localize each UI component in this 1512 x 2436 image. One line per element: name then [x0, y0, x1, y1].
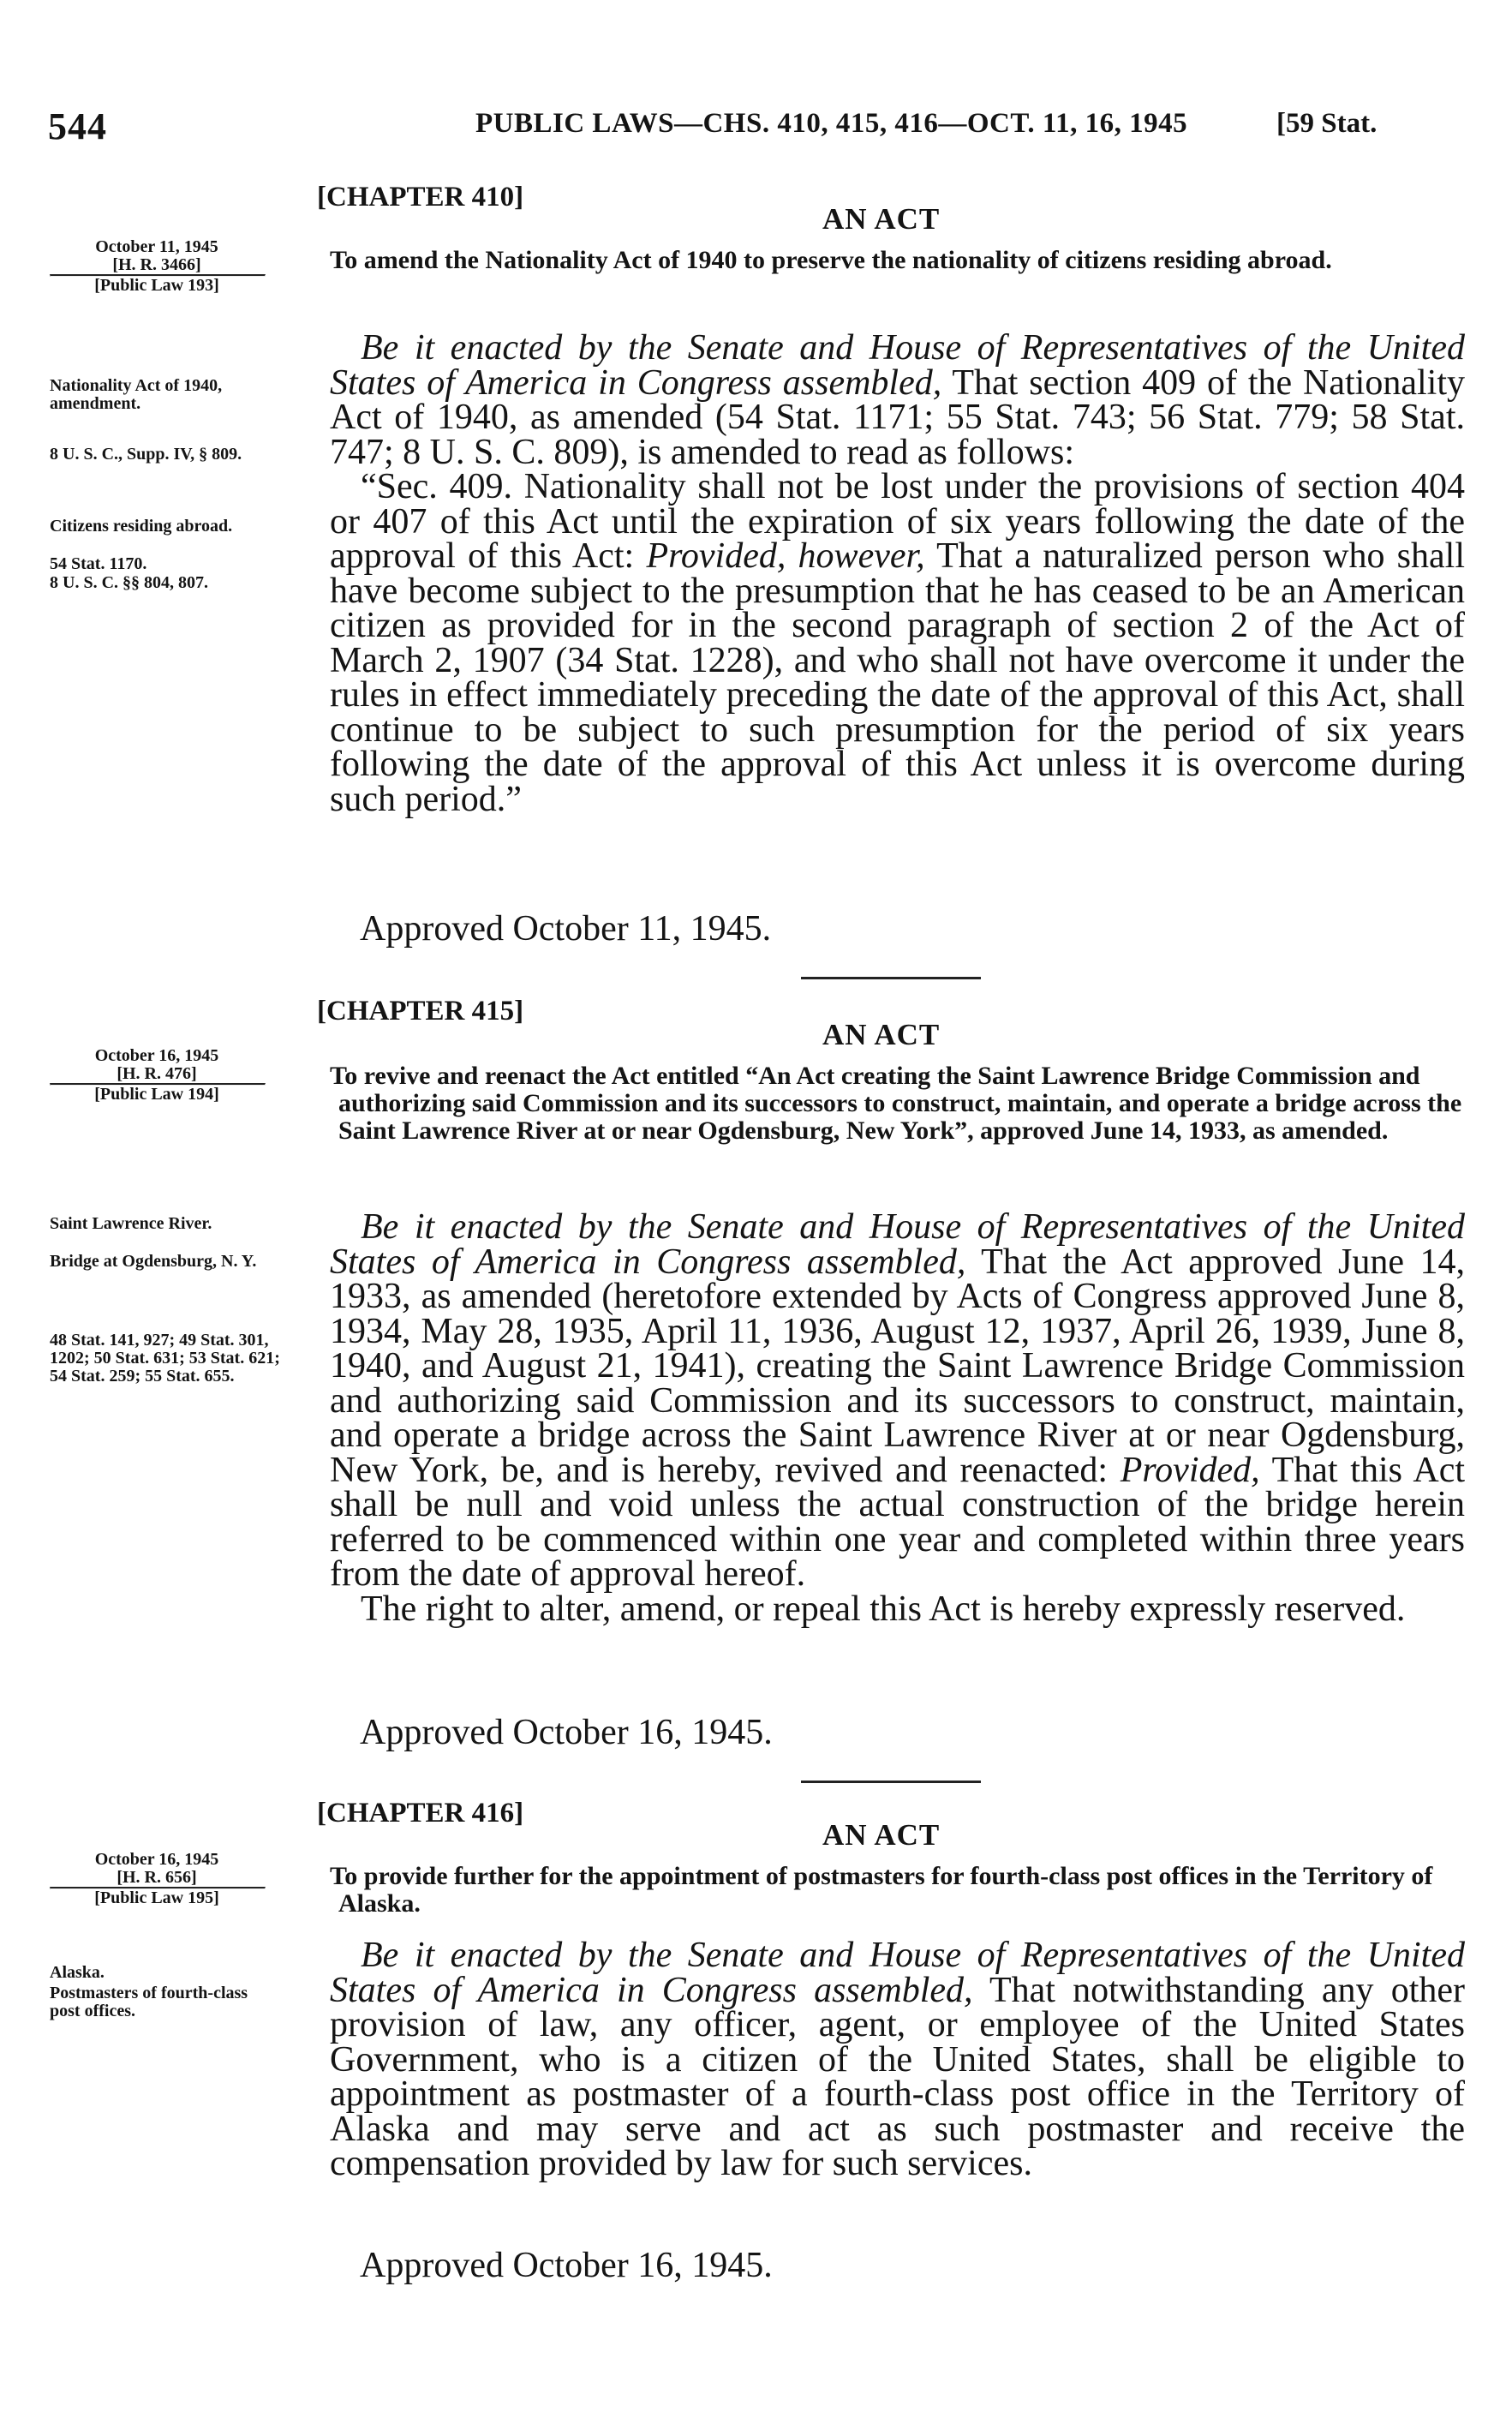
enacting-clause: Be it enacted by the Senate and House of Representatives of the United States of America in Congress assembled,	[330, 328, 1465, 403]
chapter-410-text-2a: “Sec. 409. Nationality shall not be lost under the provisions of section 404 or 407 of this Act until the expiration of six years following the date of the approval of this Act:	[330, 467, 1465, 576]
margin-note-citizens: Citizens residing abroad.	[50, 517, 233, 536]
chapter-416-purpose: To provide further for the appointment of postmasters for fourth-class post offices in the Territory of Alaska.	[330, 1862, 1433, 1918]
margin-note-alaska: Alaska.	[50, 1963, 105, 1982]
chapter-410-approved: Approved October 11, 1945.	[360, 909, 772, 949]
chapter-416-para-1	[330, 1938, 1465, 2182]
chapter-416-text-1: That notwithstanding any other provision of law, any officer, agent, or employee of the United States Government, who is a citizen of the United States, shall be eligible to appointment as postmaster of a fourth-class post office in the Territory of Alaska and may serve and act as such postmaster and receive the compensation provided by law for such services.	[330, 1970, 1465, 2183]
chapter-415-body	[330, 1207, 1466, 1629]
margin-note-saint-lawrence: Saint Lawrence River.	[50, 1214, 212, 1233]
section-divider	[801, 1781, 981, 1783]
chapter-415-proviso: Provided,	[1120, 1450, 1260, 1490]
margin-bill: [H. R. 3466]	[112, 255, 201, 274]
chapter-410-margin-ids	[50, 238, 302, 295]
page-number: 544	[48, 105, 107, 147]
chapter-415-an-act: AN ACT	[822, 1018, 941, 1051]
chapter-415-text-1b: That this Act shall be null and void unless the actual construction of the bridge herein referred to be commenced within one year and completed within three years from the date of approval hereof.	[330, 1450, 1466, 1594]
margin-bill: [H. R. 476]	[117, 1064, 197, 1083]
chapter-415-purpose: To revive and reenact the Act entitled “An Act creating the Saint Lawrence Bridge Commission and authorizing said Commission and its successors to construct, maintain, and operate a bridge across the Saint Lawrence River at or near Ogdensburg, New York”, approved June 14, 1933, as amended.	[330, 1062, 1462, 1145]
margin-public-law: [Public Law 194]	[94, 1085, 219, 1104]
chapter-416-body	[330, 1938, 1465, 2182]
enacting-clause: Be it enacted by the Senate and House of Representatives of the United States of America in Congress assembled,	[330, 1207, 1465, 1282]
enacting-clause: Be it enacted by the Senate and House of Representatives of the United States of America in Congress assembled,	[330, 1936, 1465, 2010]
chapter-416-an-act: AN ACT	[822, 1818, 941, 1852]
margin-note-usc-2: 8 U. S. C. §§ 804, 807.	[50, 573, 209, 592]
chapter-416-approved: Approved October 16, 1945.	[360, 2246, 773, 2285]
section-divider	[801, 977, 981, 979]
margin-public-law: [Public Law 193]	[94, 276, 219, 295]
chapter-410-body	[330, 328, 1466, 819]
chapter-410-para-1	[330, 328, 1466, 472]
margin-date: October 16, 1945	[94, 1046, 219, 1065]
chapter-410-text-2b: That a naturalized person who shall have become subject to the presumption that he has ceased to be an American citizen as provided for in the second paragraph of section 2 of the Act of March 2, 1907 (34 Stat. 1228), and who shall not have overcome it under the rules in effect immediately preceding the date of the approval of this Act, shall continue to be subject to such presumption for the period of six years following the date of the approval of this Act unless it is overcome during such period.”	[330, 536, 1465, 819]
chapter-415-approved: Approved October 16, 1945.	[360, 1713, 773, 1752]
chapter-416-label: [CHAPTER 416]	[317, 1798, 524, 1828]
chapter-410-text-1: That section 409 of the Nationality Act of 1940, as amended (54 Stat. 1171; 55 Stat. 743; 56 Stat. 779; 58 Stat. 747; 8 U. S. C. 809), is amended to read as follows:	[330, 362, 1466, 472]
chapter-410-label: [CHAPTER 410]	[317, 182, 524, 212]
margin-date: October 16, 1945	[94, 1850, 219, 1869]
chapter-410-purpose: To amend the Nationality Act of 1940 to preserve the nationality of citizens residing abroad.	[330, 246, 1332, 274]
margin-note-usc: 8 U. S. C., Supp. IV, § 809.	[50, 445, 242, 464]
margin-public-law: [Public Law 195]	[94, 1888, 219, 1907]
chapter-410-proviso: Provided, however,	[646, 536, 925, 576]
chapter-415-text-2: The right to alter, amend, or repeal this Act is hereby expressly reserved.	[361, 1589, 1406, 1629]
margin-bill: [H. R. 656]	[117, 1868, 197, 1887]
chapter-415-text-1a: That the Act approved June 14, 1933, as amended (heretofore extended by Acts of Congress approved June 8, 1934, May 28, 1935, April 11, 1936, August 12, 1937, April 26, 1939, June 8, 1940, and August 21, 1941), creating the Saint Lawrence Bridge Commission and authorizing said Commission and its successors to construct, maintain, and operate a bridge across the Saint Lawrence River at or near Ogdensburg, New York, be, and is hereby, revived and reenacted:	[330, 1242, 1465, 1490]
chapter-415-para-2	[330, 1589, 1465, 1629]
margin-note-postmasters: Postmasters of fourth-class post offices.	[50, 1984, 248, 2020]
margin-note-stat-refs: 48 Stat. 141, 927; 49 Stat. 301, 1202; 50 Stat. 631; 53 Stat. 621; 54 Stat. 259; 55 Stat. 655.	[50, 1331, 280, 1386]
margin-note-nationality: Nationality Act of 1940, amendment.	[50, 376, 223, 413]
chapter-415-margin-ids	[50, 1047, 302, 1104]
running-title: PUBLIC LAWS—CHS. 410, 415, 416—OCT. 11, 16, 1945	[475, 108, 1188, 139]
chapter-415-label: [CHAPTER 415]	[317, 996, 524, 1026]
margin-note-bridge: Bridge at Ogdensburg, N. Y.	[50, 1252, 257, 1271]
chapter-410-para-2	[330, 467, 1465, 819]
statute-reference: [59 Stat.	[1276, 108, 1378, 139]
margin-note-stat: 54 Stat. 1170.	[50, 554, 147, 573]
chapter-410-an-act: AN ACT	[822, 202, 941, 236]
chapter-416-margin-ids	[50, 1851, 302, 1907]
margin-date: October 11, 1945	[95, 237, 218, 256]
chapter-415-para-1	[330, 1207, 1466, 1594]
